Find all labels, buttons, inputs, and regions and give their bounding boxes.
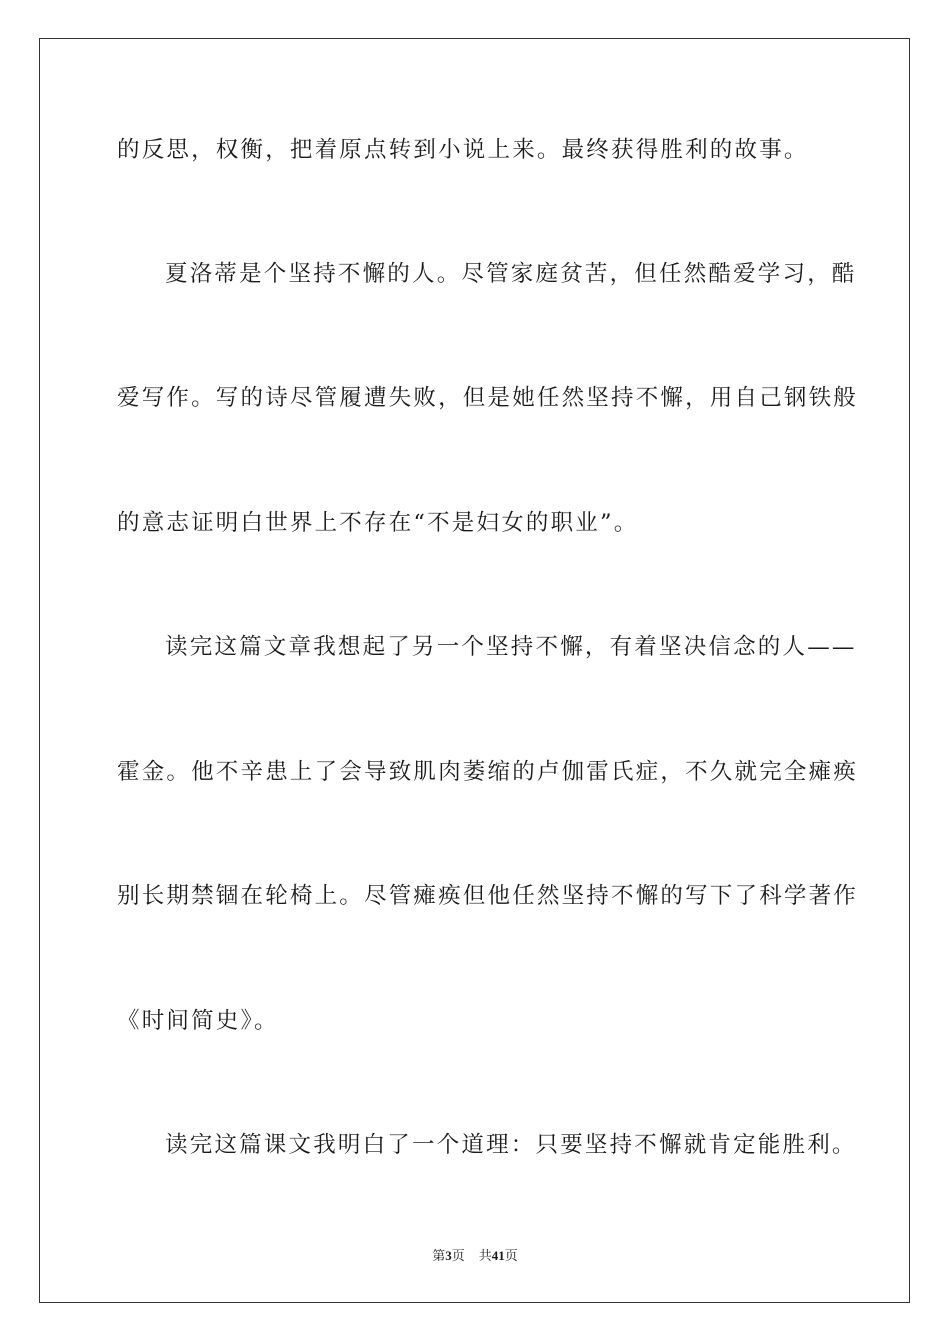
text-line-5: 读完这篇文章我想起了另一个坚持不懈，有着坚决信念的人——: [165, 634, 857, 660]
page-number: 3: [445, 1248, 452, 1263]
text-line-9: 读完这篇课文我明白了一个道理：只要坚持不懈就肯定能胜利。: [165, 1132, 857, 1158]
text-line-4: 的意志证明白世界上不存在“不是妇女的职业”。: [117, 510, 639, 536]
total-pages: 41: [491, 1248, 505, 1263]
text-line-3: 爱写作。写的诗尽管履遭失败，但是她任然坚持不懈，用自己钢铁般: [117, 385, 859, 411]
page-suffix: 页: [451, 1248, 465, 1263]
text-line-7: 别长期禁锢在轮椅上。尽管瘫痪但他任然坚持不懈的写下了科学著作: [117, 883, 859, 909]
page-border: [39, 38, 910, 1303]
text-line-8: 《时间简史》。: [117, 1008, 279, 1034]
total-prefix: 共: [478, 1248, 492, 1263]
page-prefix: 第: [432, 1248, 446, 1263]
page-footer: [0, 1247, 950, 1265]
total-suffix: 页: [504, 1248, 518, 1263]
text-line-6: 霍金。他不辛患上了会导致肌肉萎缩的卢伽雷氏症，不久就完全瘫痪: [117, 759, 859, 785]
text-line-2: 夏洛蒂是个坚持不懈的人。尽管家庭贫苦，但任然酷爱学习，酷: [165, 261, 857, 287]
text-line-1: 的反思，权衡，把着原点转到小说上来。最终获得胜利的故事。: [117, 137, 809, 163]
